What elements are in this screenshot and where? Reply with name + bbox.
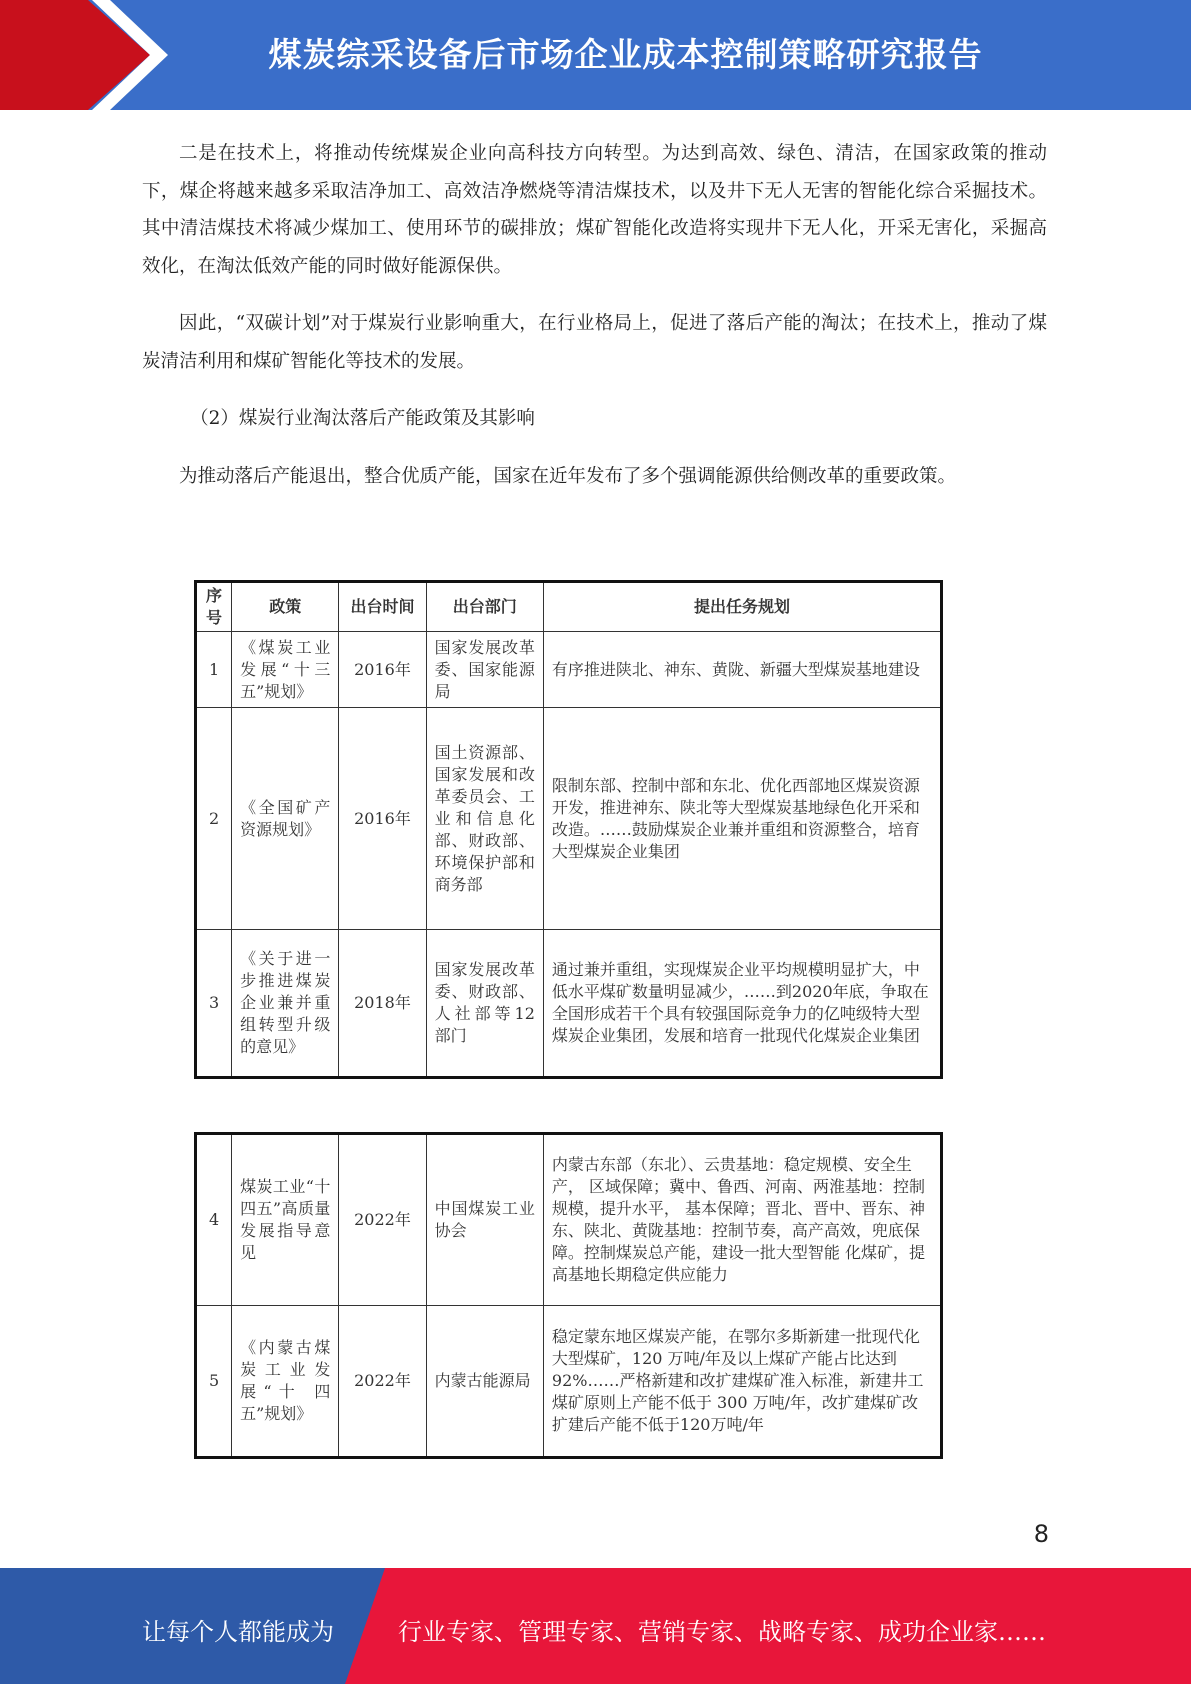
footer-slogan-right: 行业专家、管理专家、营销专家、战略专家、成功企业家…… xyxy=(398,1618,1046,1646)
footer-slogan-left: 让每个人都能成为 xyxy=(142,1618,334,1646)
cell-task: 限制东部、控制中部和东北、优化西部地区煤炭资源开发，推进神东、陕北等大型煤炭基地绿色化开采和改造。……鼓励煤炭企业兼并重组和资源整合，培育大型煤炭企业集团 xyxy=(543,708,941,930)
cell-time: 2016年 xyxy=(339,632,426,708)
cell-time: 2022年 xyxy=(339,1134,426,1306)
cell-task: 内蒙古东部（东北）、云贵基地：稳定规模、安全生产， 区域保障；冀中、鲁西、河南、两淮基地：控制规模，提升水平， 基本保障；晋北、晋中、晋东、神东、陕北、黄陇基地：控制节奏，高产高效，兜底保障。控制煤炭总产能，建设一批大型智能 化煤矿，提高基地长期稳定供应能力 xyxy=(543,1134,941,1306)
paragraph: 为推动落后产能退出，整合优质产能，国家在近年发布了多个强调能源供给侧改革的重要政策。 xyxy=(179,465,957,487)
body-text xyxy=(142,135,1047,515)
paragraph: 二是在技术上，将推动传统煤炭企业向高科技方向转型。为达到高效、绿色、清洁，在国家政策的推动下，煤企将越来越多采取洁净加工、高效洁净燃烧等清洁煤技术，以及井下无人无害的智能化综合采掘技术。其中清洁煤技术将减少煤加工、使用环节的碳排放；煤矿智能化改造将实现井下无人化，开采无害化，采掘高效化，在淘汰低效产能的同时做好能源保供。 xyxy=(142,143,1047,277)
subheading: （2）煤炭行业淘汰落后产能政策及其影响 xyxy=(190,408,535,429)
cell-no: 3 xyxy=(196,930,232,1078)
cell-dept: 国家发展改革委、国家能源局 xyxy=(426,632,543,708)
table-row xyxy=(196,632,942,708)
page-footer xyxy=(0,1568,1191,1684)
cell-no: 1 xyxy=(196,632,232,708)
table-row xyxy=(196,930,942,1078)
page-header xyxy=(0,0,1191,110)
table-header-row xyxy=(196,582,942,632)
cell-policy: 《内蒙古煤炭工业发展“十 四五”规划》 xyxy=(232,1306,339,1458)
table-row xyxy=(196,708,942,930)
cell-time: 2022年 xyxy=(339,1306,426,1458)
cell-task: 稳定蒙东地区煤炭产能，在鄂尔多斯新建一批现代化大型煤矿，120 万吨/年及以上煤矿产能占比达到 92%……严格新建和改扩建煤矿准入标准，新建井工煤矿原则上产能不低于 300 万吨/年，改扩建煤矿改扩建后产能不低于120万吨/年 xyxy=(543,1306,941,1458)
cell-policy: 煤炭工业“十四五”高质量发展指导意见 xyxy=(232,1134,339,1306)
policy-table xyxy=(194,580,943,1079)
cell-no: 5 xyxy=(196,1306,232,1458)
table-row xyxy=(196,1306,942,1458)
col-header-dept: 出台部门 xyxy=(426,582,543,632)
col-header-task: 提出任务规划 xyxy=(543,582,941,632)
cell-dept: 内蒙古能源局 xyxy=(426,1306,543,1458)
cell-dept: 国家发展改革委、财政部、人社部等12部门 xyxy=(426,930,543,1078)
cell-no: 4 xyxy=(196,1134,232,1306)
col-header-policy: 政策 xyxy=(232,582,339,632)
cell-no: 2 xyxy=(196,708,232,930)
cell-time: 2018年 xyxy=(339,930,426,1078)
cell-dept: 中国煤炭工业协会 xyxy=(426,1134,543,1306)
cell-dept: 国土资源部、国家发展和改革委员会、工业和信息化部、财政部、环境保护部和商务部 xyxy=(426,708,543,930)
col-header-time: 出台时间 xyxy=(339,582,426,632)
paragraph: 因此，“双碳计划”对于煤炭行业影响重大，在行业格局上，促进了落后产能的淘汰；在技术上，推动了煤炭清洁利用和煤矿智能化等技术的发展。 xyxy=(142,313,1047,372)
cell-policy: 《煤炭工业发展“十三五”规划》 xyxy=(232,632,339,708)
col-header-no: 序号 xyxy=(196,582,232,632)
page-number: 8 xyxy=(1033,1520,1049,1548)
table-row xyxy=(196,1134,942,1306)
policy-table-continued xyxy=(194,1132,943,1459)
cell-policy: 《关于进一步推进煤炭企业兼并重组转型升级的意见》 xyxy=(232,930,339,1078)
report-title: 煤炭综采设备后市场企业成本控制策略研究报告 xyxy=(268,35,983,74)
cell-policy: 《全国矿产资源规划》 xyxy=(232,708,339,930)
cell-task: 有序推进陕北、神东、黄陇、新疆大型煤炭基地建设 xyxy=(543,632,941,708)
cell-time: 2016年 xyxy=(339,708,426,930)
cell-task: 通过兼并重组，实现煤炭企业平均规模明显扩大，中低水平煤矿数量明显减少，……到2020年底，争取在全国形成若干个具有较强国际竞争力的亿吨级特大型煤炭企业集团，发展和培育一批现代化煤炭企业集团 xyxy=(543,930,941,1078)
